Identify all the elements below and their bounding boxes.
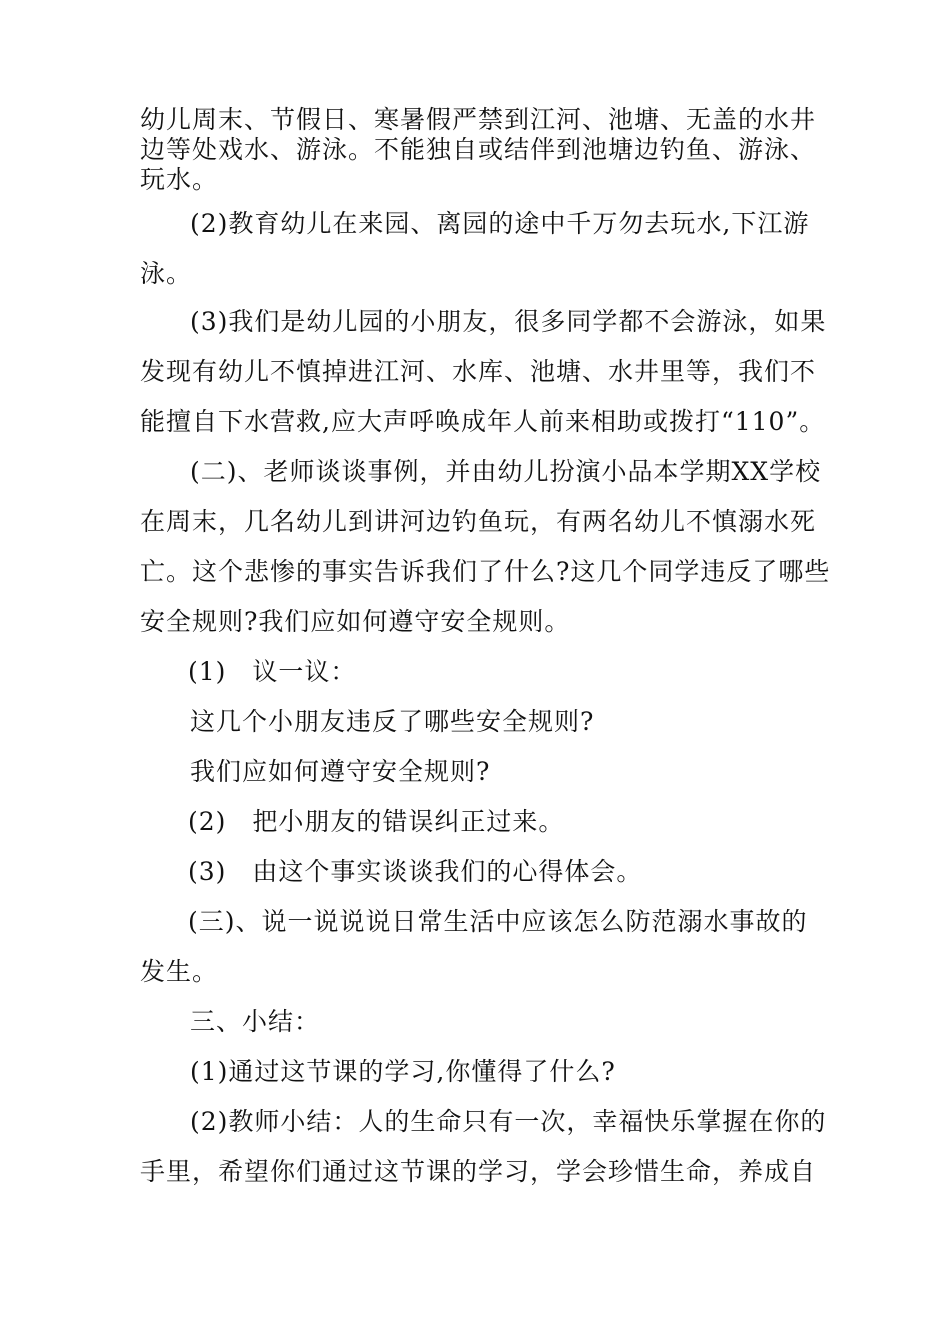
text-line: (三)、说一说说说日常生活中应该怎么防范溺水事故的 — [188, 907, 808, 936]
text-line: 能擅自下水营救,应大声呼唤成年人前来相助或拨打“110”。 — [140, 407, 826, 436]
text-line: 手里，希望你们通过这节课的学习，学会珍惜生命，养成自 — [140, 1157, 817, 1186]
text-line: 亡。这个悲惨的事实告诉我们了什么?这几个同学违反了哪些 — [140, 557, 831, 586]
text-line: 玩水。 — [140, 165, 219, 194]
text-line: 安全规则?我们应如何遵守安全规则。 — [140, 607, 571, 636]
text-line: (3)我们是幼儿园的小朋友，很多同学都不会游泳，如果 — [190, 307, 827, 336]
text-line: 我们应如何遵守安全规则? — [190, 757, 491, 786]
text-line: (2)教育幼儿在来园、离园的途中千万勿去玩水,下江游 — [190, 209, 810, 238]
text-line: 这几个小朋友违反了哪些安全规则? — [190, 707, 595, 736]
text-line: (2) 把小朋友的错误纠正过来。 — [188, 807, 565, 836]
text-line: (1)通过这节课的学习,你懂得了什么? — [190, 1057, 616, 1086]
text-line: 边等处戏水、游泳。不能独自或结伴到池塘边钓鱼、游泳、 — [140, 135, 817, 164]
text-line: 泳。 — [140, 259, 193, 288]
text-line: (3) 由这个事实谈谈我们的心得体会。 — [188, 857, 643, 886]
text-line: 幼儿周末、节假日、寒暑假严禁到江河、池塘、无盖的水井 — [140, 105, 817, 134]
text-line: (二)、老师谈谈事例，并由幼儿扮演小品本学期XX学校 — [190, 457, 822, 486]
text-line: 三、小结： — [190, 1007, 321, 1036]
text-line: 发生。 — [140, 957, 219, 986]
text-line: 在周末，几名幼儿到讲河边钓鱼玩，有两名幼儿不慎溺水死 — [140, 507, 817, 536]
text-line: 发现有幼儿不慎掉进江河、水库、池塘、水井里等，我们不 — [140, 357, 817, 386]
text-line: (2)教师小结：人的生命只有一次，幸福快乐掌握在你的 — [190, 1107, 827, 1136]
text-line: (1) 议一议： — [188, 657, 357, 686]
